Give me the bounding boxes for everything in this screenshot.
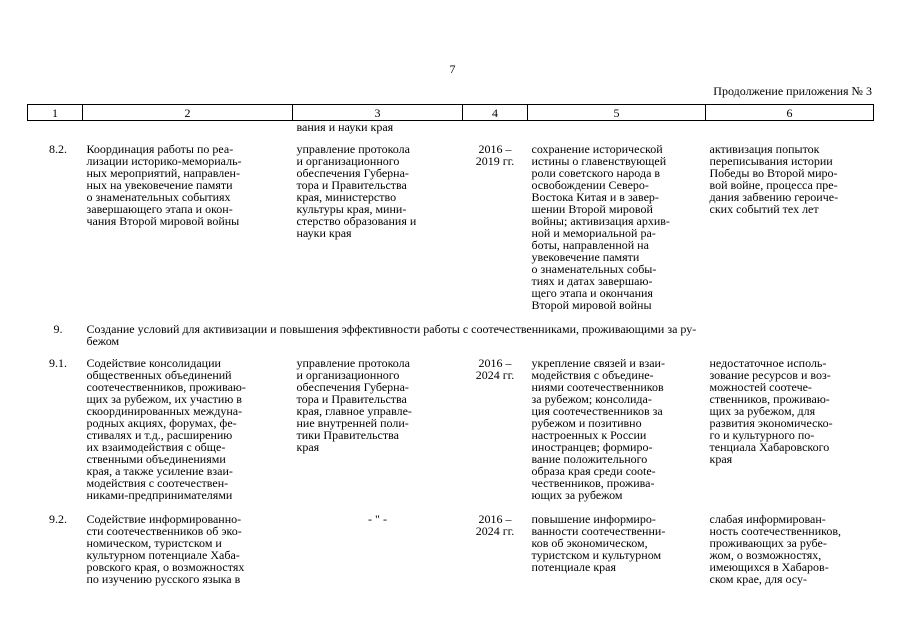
section-row bbox=[28, 311, 874, 357]
table-row bbox=[28, 357, 874, 501]
years-cell: 2016 – 2019 гг. bbox=[475, 142, 515, 168]
section-number: 9. bbox=[53, 322, 63, 336]
risk-cell: активизация попыток переписывания истории Победы во Второй миро- вой войне, процесса пре- дания забвению героиче- ских событий тех лет bbox=[709, 142, 839, 216]
header-row bbox=[28, 105, 874, 121]
program-table bbox=[27, 104, 874, 585]
result-cell: сохранение исторической истины о главенствующей роли советского народа в освобождении Северо- Востока Китая и в завер- шении Второй мировой войны; активизация архив- ной и мемориальной ра- боты, направленной на увековечение памяти о знаменательных собы- тиях и датах завершаю- щего этапа и окончания Второй мировой войны bbox=[531, 142, 670, 312]
executor-cell: - " - bbox=[368, 512, 387, 526]
section-title: Создание условий для активизации и повышения эффективности работы с соотечественниками, проживающими за ру- бежом bbox=[86, 322, 697, 348]
column-header: 2 bbox=[83, 105, 293, 121]
years-cell: 2016 – 2024 гг. bbox=[475, 356, 515, 382]
table-row bbox=[28, 501, 874, 585]
row-number: 9.2. bbox=[49, 512, 67, 526]
column-header: 5 bbox=[528, 105, 706, 121]
risk-cell: слабая информирован- ность соотечественников, проживающих за рубе- жом, о возможностях, имеющихся в Хабаров- ском крае, для осу- bbox=[709, 512, 842, 586]
executor-cell: управление протокола и организационного обеспечения Губерна- тора и Правительства края, министерство культуры края, мини- стерство образования и науки края bbox=[296, 142, 417, 240]
measure-cell: Содействие информированно- сти соотечественников об эко- номическом, туристском и культурном потенциале Хаба- ровского края, о возможностях по изучению русского языка в bbox=[86, 512, 245, 586]
executor-cell: управление протокола и организационного обеспечения Губерна- тора и Правительства края, главное управле- ние внутренней поли- тики Правительства края bbox=[296, 356, 412, 454]
continuation-label: Продолжение приложения № 3 bbox=[713, 84, 872, 98]
carryover-row bbox=[28, 121, 874, 144]
row-number: 8.2. bbox=[49, 142, 67, 156]
years-cell: 2016 – 2024 гг. bbox=[475, 512, 515, 538]
measure-cell: Содействие консолидации общественных объединений соотечественников, проживаю- щих за рубежом, их участию в скоординированных междуна- родных акциях, форумах, фе- стивалях и т.д., расширению их взаимодействия с обще- ственными объединениями края, а также усиление взаи- модействия с соотечествен- никами-предпринимателями bbox=[86, 356, 246, 502]
risk-cell: недостаточное исполь- зование ресурсов и воз- можностей соотече- ственников, проживаю- щих за рубежом, для развития экономическо- го и культурного по- тенциала Хабаровского края bbox=[709, 356, 833, 466]
row-number: 9.1. bbox=[49, 356, 67, 370]
result-cell: повышение информиро- ванности соотечественни- ков об экономическом, туристском и культурном потенциале края bbox=[531, 512, 666, 574]
measure-cell: Координация работы по реа- лизации историко-мемориаль- ных мероприятий, направлен- ных на увековечение памяти о знаменательных событиях завершающего этапа и окон- чания Второй мировой войны bbox=[86, 142, 242, 228]
column-header: 3 bbox=[293, 105, 463, 121]
table-row bbox=[28, 143, 874, 311]
column-header: 6 bbox=[706, 105, 874, 121]
result-cell: укрепление связей и взаи- модействия с объедине- ниями соотечественников за рубежом; консолида- ция соотечественников за рубежом и позитивно настроенных к России иностранцев; формиро- вание положительного образа края среди соote- чественников, прожива- ющих за рубежом bbox=[531, 356, 665, 502]
carryover-text: вания и науки края bbox=[296, 120, 394, 134]
page-number: 7 bbox=[449, 62, 456, 76]
column-header: 4 bbox=[463, 105, 528, 121]
column-header: 1 bbox=[28, 105, 83, 121]
